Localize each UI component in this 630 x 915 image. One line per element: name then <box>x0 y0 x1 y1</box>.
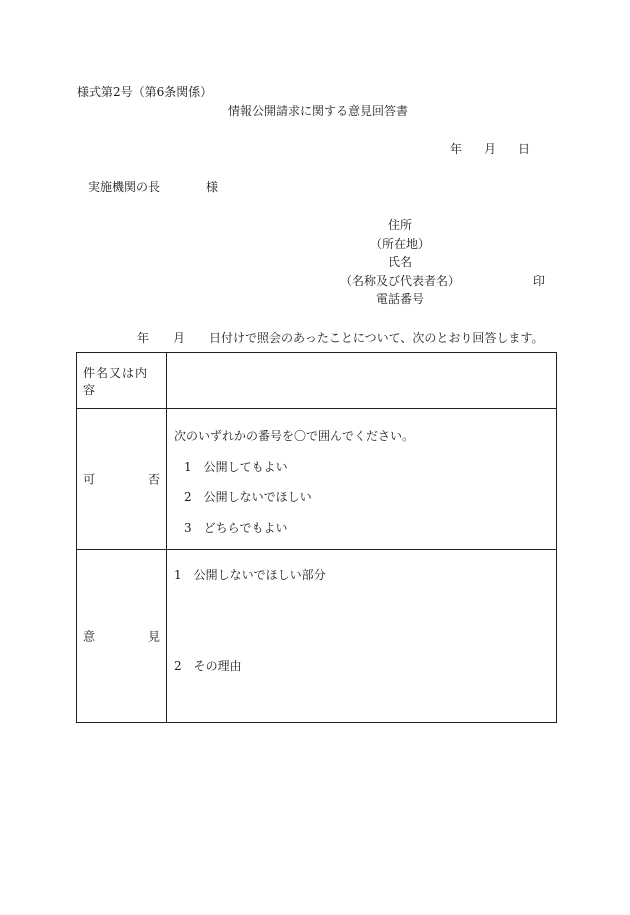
option-2[interactable] <box>184 488 312 505</box>
disclosure-options-cell <box>167 409 557 550</box>
intro-text: 日付けで照会のあったことについて、次のとおり回答します。 <box>209 331 544 345</box>
seal-mark: 印 <box>533 274 546 288</box>
opinion-label-right: 見 <box>147 629 160 644</box>
location-label: （所在地） <box>369 236 430 251</box>
date-line <box>450 142 530 156</box>
date-year: 年 <box>450 142 463 156</box>
row-disclosure <box>77 409 557 550</box>
name-label: 氏名 <box>387 255 412 269</box>
respondent-block <box>330 218 470 311</box>
disclosure-label-left: 可 <box>83 472 96 487</box>
option-1-num: 1 <box>184 460 192 474</box>
subject-label-cell <box>77 353 167 409</box>
disclosure-label-right: 否 <box>147 472 160 487</box>
option-2-num: 2 <box>184 490 192 504</box>
option-3[interactable] <box>184 519 288 536</box>
opinion-label-cell <box>77 550 167 723</box>
phone-label: 電話番号 <box>375 292 424 306</box>
addressee <box>88 180 218 194</box>
form-number: 様式第2号（第6条関係） <box>77 85 213 99</box>
intro-month: 月 <box>173 331 186 345</box>
subject-label: 件名又は内容 <box>83 365 149 397</box>
opinion-item-1 <box>174 566 326 583</box>
document-title: 情報公開請求に関する意見回答書 <box>228 104 409 118</box>
response-table <box>76 352 557 723</box>
opinion-item-2-text: その理由 <box>193 659 242 673</box>
option-1[interactable] <box>184 458 288 475</box>
opinion-item-2 <box>174 657 242 674</box>
date-month: 月 <box>484 142 497 156</box>
opinion-item-1-num: 1 <box>174 568 182 582</box>
opinion-cell[interactable] <box>167 550 557 723</box>
row-subject <box>77 353 557 409</box>
option-2-text: 公開しないでほしい <box>203 490 312 504</box>
row-opinion <box>77 550 557 723</box>
opinion-item-1-text: 公開しないでほしい部分 <box>193 568 326 582</box>
disclosure-label-cell <box>77 409 167 550</box>
intro-line <box>137 331 543 345</box>
date-day: 日 <box>518 142 531 156</box>
option-3-num: 3 <box>184 521 192 535</box>
disclosure-label <box>83 471 160 488</box>
subject-value-cell[interactable] <box>167 353 557 409</box>
opinion-label <box>83 628 160 645</box>
option-1-text: 公開してもよい <box>203 460 288 474</box>
representative-label: （名称及び代表者名） <box>339 273 460 288</box>
disclosure-instruction: 次のいずれかの番号を〇で囲んでください。 <box>174 429 415 443</box>
addressee-honorific: 様 <box>206 180 219 194</box>
opinion-label-left: 意 <box>83 629 96 644</box>
address-label: 住所 <box>387 218 412 232</box>
intro-year: 年 <box>137 331 150 345</box>
addressee-name: 実施機関の長 <box>88 180 161 194</box>
option-3-text: どちらでもよい <box>203 521 288 535</box>
opinion-item-2-num: 2 <box>174 659 182 673</box>
